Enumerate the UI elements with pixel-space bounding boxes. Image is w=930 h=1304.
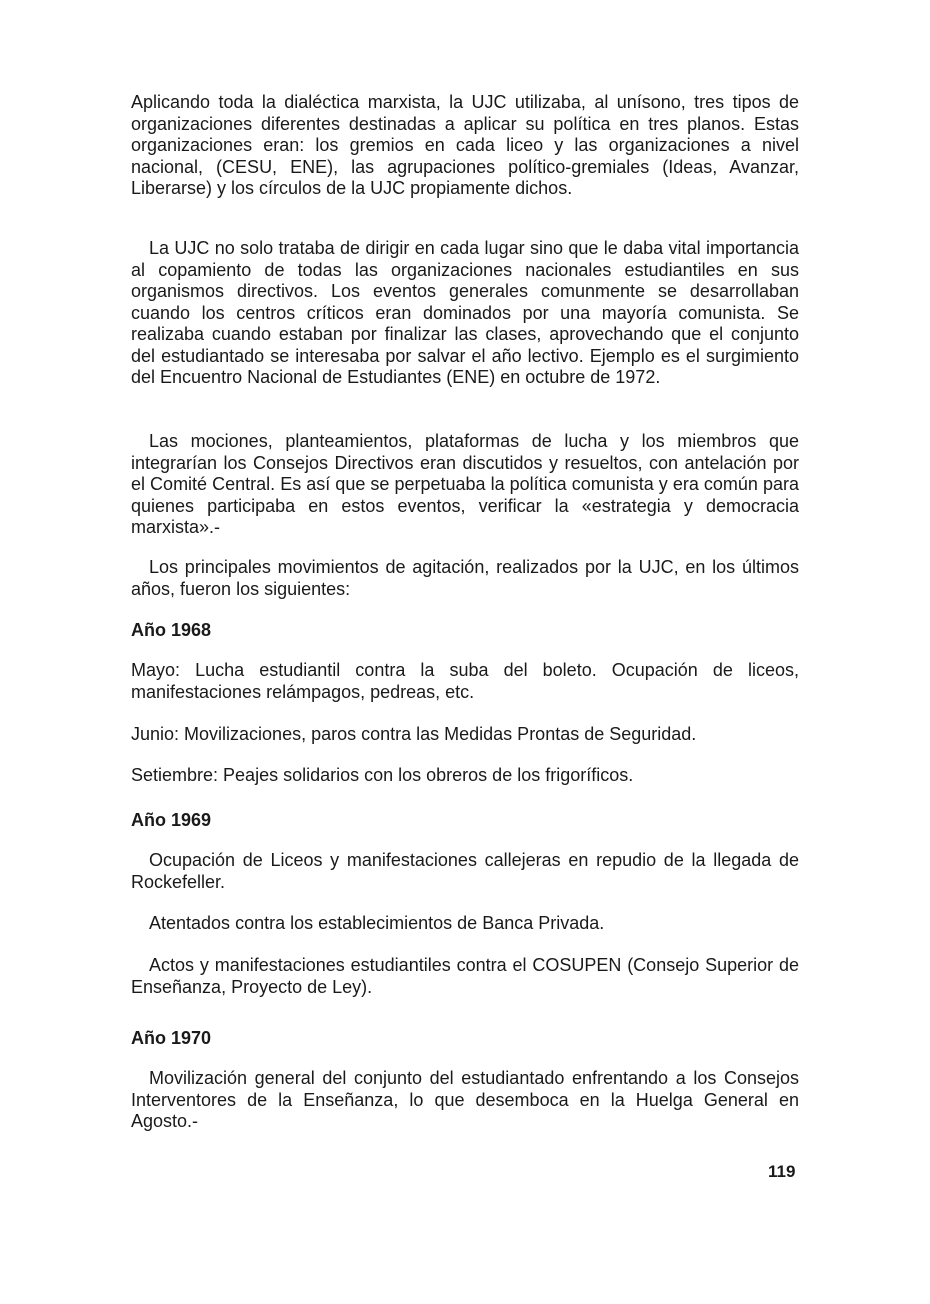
paragraph-movimientos: Los principales movimientos de agitación, realizados por la UJC, en los últimos años, fueron los siguientes:	[131, 557, 799, 599]
paragraph-copamiento: La UJC no solo trataba de dirigir en cada lugar sino que le daba vital importancia al copamiento de todas las organizaciones nacionales estudiantiles en sus organismos directivos. Los eventos generales comunmente se desarrollaban cuando los centros críticos eran dominados por una mayoría comunista. Se realizaba cuando estaban por finalizar las clases, aprovechando que el conjunto del estudiantado se interesaba por salvar el año lectivo. Ejemplo es el surgimiento del Encuentro Nacional de Estudiantes (ENE) en octubre de 1972.	[131, 238, 799, 387]
page-number: 119	[768, 1162, 796, 1181]
list-item-cosupen: Actos y manifestaciones estudiantiles contra el COSUPEN (Consejo Superior de Enseñanza, Proyecto de Ley).	[131, 955, 799, 997]
year-heading-1969: Año 1969	[131, 810, 212, 830]
paragraph-intro: Aplicando toda la dialéctica marxista, la UJC utilizaba, al unísono, tres tipos de organizaciones diferentes destinadas a aplicar su política en tres planos. Estas organizaciones eran: los gremios en cada liceo y las organizaciones a nivel nacional, (CESU, ENE), las agrupaciones político-gremiales (Ideas, Avanzar, Liberarse) y los círculos de la UJC propiamente dichos.	[131, 92, 799, 198]
list-item-banca: Atentados contra los establecimientos de Banca Privada.	[149, 913, 605, 933]
list-item-setiembre: Setiembre: Peajes solidarios con los obreros de los frigoríficos.	[131, 765, 634, 785]
year-heading-1970: Año 1970	[131, 1028, 212, 1048]
list-item-rockefeller: Ocupación de Liceos y manifestaciones callejeras en repudio de la llegada de Rockefeller.	[131, 850, 799, 892]
year-heading-1968: Año 1968	[131, 620, 212, 640]
list-item-junio: Junio: Movilizaciones, paros contra las Medidas Prontas de Seguridad.	[131, 724, 697, 744]
paragraph-mociones: Las mociones, planteamientos, plataformas de lucha y los miembros que integrarían los Consejos Directivos eran discutidos y resueltos, con antelación por el Comité Central. Es así que se perpetuaba la política comunista y era común para quienes participaba en estos eventos, verificar la «estrategia y democracia marxista».-	[131, 431, 799, 537]
list-item-mayo: Mayo: Lucha estudiantil contra la suba del boleto. Ocupación de liceos, manifestaciones relámpagos, pedreas, etc.	[131, 660, 799, 702]
list-item-huelga: Movilización general del conjunto del estudiantado enfrentando a los Consejos Interventores de la Enseñanza, lo que desemboca en la Huelga General en Agosto.-	[131, 1068, 799, 1131]
